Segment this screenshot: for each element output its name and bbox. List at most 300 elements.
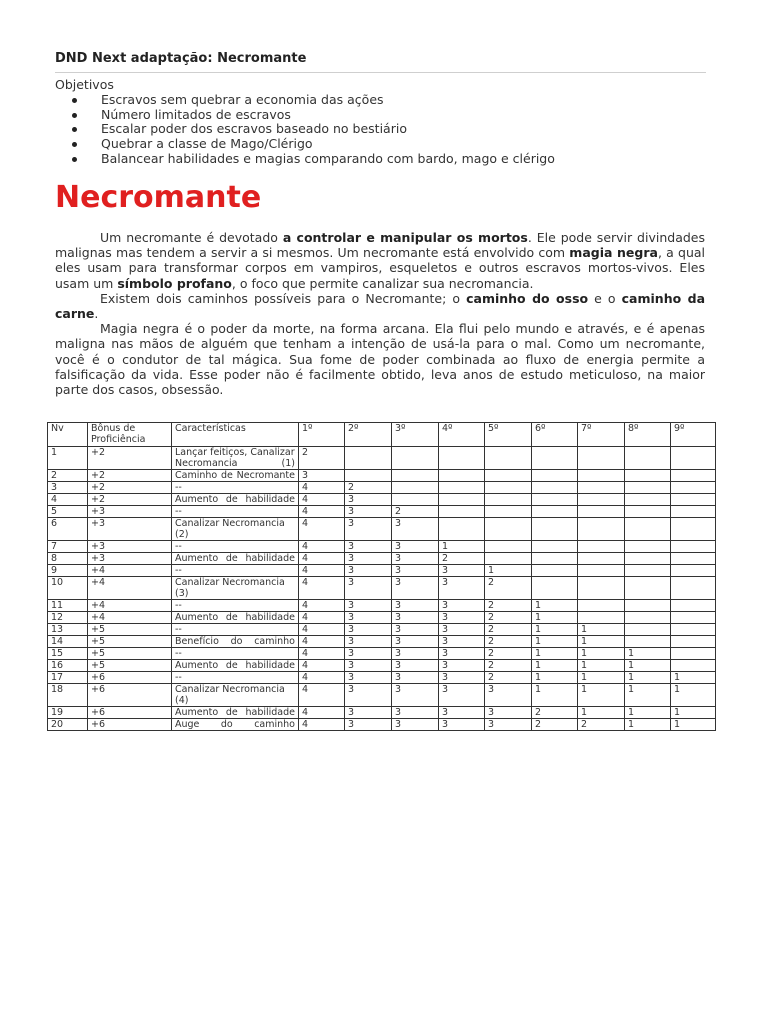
spell-slot-cell: 3 (392, 648, 439, 660)
paragraph-1 (55, 230, 705, 291)
spell-slot-cell: 1 (532, 648, 578, 660)
spell-slot-cell (671, 612, 716, 624)
level-cell: 17 (48, 672, 88, 684)
spell-slot-cell: 4 (299, 684, 345, 707)
table-row (48, 684, 716, 707)
spell-slot-cell: 3 (485, 719, 532, 731)
table-row (48, 494, 716, 506)
spell-slot-cell (578, 482, 625, 494)
level-cell: 7 (48, 541, 88, 553)
spell-slot-cell (625, 482, 671, 494)
spell-slot-cell (578, 612, 625, 624)
spell-slot-cell: 1 (625, 660, 671, 672)
spell-slot-cell (439, 470, 485, 482)
spell-slot-cell (532, 565, 578, 577)
spell-slot-cell: 3 (439, 707, 485, 719)
header-cell: 7º (578, 423, 625, 447)
spell-slot-cell (532, 447, 578, 470)
spell-slot-cell: 1 (578, 624, 625, 636)
spell-slot-cell: 1 (671, 672, 716, 684)
spell-slot-cell: 3 (392, 660, 439, 672)
spell-slot-cell: 3 (392, 518, 439, 541)
spell-slot-cell (485, 447, 532, 470)
spell-slot-cell: 3 (392, 636, 439, 648)
spell-slot-cell: 4 (299, 565, 345, 577)
header-cell: Bônus de Proficiência (88, 423, 172, 447)
spell-slot-cell (671, 494, 716, 506)
spell-slot-cell: 3 (392, 612, 439, 624)
spell-slot-cell: 2 (485, 577, 532, 600)
objective-item: Número limitados de escravos (55, 108, 555, 123)
level-cell: 20 (48, 719, 88, 731)
objective-item: Quebrar a classe de Mago/Clérigo (55, 137, 555, 152)
spell-slot-cell: 1 (671, 719, 716, 731)
feature-cell: Aumento de habilidade (172, 494, 299, 506)
spell-slot-cell: 3 (392, 553, 439, 565)
spell-slot-cell (578, 470, 625, 482)
spell-slot-cell (671, 660, 716, 672)
spell-slot-cell: 1 (625, 648, 671, 660)
spell-slot-cell: 3 (439, 648, 485, 660)
spell-slot-cell (578, 506, 625, 518)
objectives-section (55, 78, 555, 167)
level-progression-table (47, 422, 716, 731)
spell-slot-cell (439, 447, 485, 470)
table-body (48, 447, 716, 731)
bold-text: símbolo profano (117, 275, 232, 291)
feature-cell: -- (172, 482, 299, 494)
spell-slot-cell (439, 518, 485, 541)
description-body (55, 230, 705, 397)
title-divider (55, 72, 706, 73)
table-row (48, 719, 716, 731)
level-cell: 2 (48, 470, 88, 482)
spell-slot-cell: 3 (345, 506, 392, 518)
spell-slot-cell (392, 447, 439, 470)
level-cell: 3 (48, 482, 88, 494)
header-cell: 2º (345, 423, 392, 447)
table-row (48, 553, 716, 565)
bold-text: a controlar e manipular os mortos (282, 230, 528, 245)
level-cell: 19 (48, 707, 88, 719)
spell-slot-cell (671, 565, 716, 577)
table-row (48, 648, 716, 660)
spell-slot-cell (532, 506, 578, 518)
spell-slot-cell: 1 (671, 684, 716, 707)
spell-slot-cell: 2 (485, 624, 532, 636)
spell-slot-cell: 4 (299, 518, 345, 541)
table-row (48, 672, 716, 684)
spell-slot-cell: 3 (345, 565, 392, 577)
spell-slot-cell: 3 (345, 672, 392, 684)
spell-slot-cell: 2 (532, 707, 578, 719)
spell-slot-cell (532, 494, 578, 506)
level-cell: 13 (48, 624, 88, 636)
table-row (48, 518, 716, 541)
spell-slot-cell (671, 470, 716, 482)
spell-slot-cell (625, 506, 671, 518)
feature-cell: -- (172, 648, 299, 660)
table-row (48, 707, 716, 719)
level-cell: 11 (48, 600, 88, 612)
spell-slot-cell (439, 482, 485, 494)
spell-slot-cell (578, 553, 625, 565)
proficiency-cell: +6 (88, 672, 172, 684)
proficiency-cell: +4 (88, 577, 172, 600)
proficiency-cell: +5 (88, 648, 172, 660)
spell-slot-cell: 4 (299, 541, 345, 553)
feature-cell: -- (172, 624, 299, 636)
spell-slot-cell: 1 (532, 684, 578, 707)
document-title: DND Next adaptação: Necromante (55, 51, 307, 66)
table-row (48, 577, 716, 600)
objective-item: Balancear habilidades e magias comparando com bardo, mago e clérigo (55, 152, 555, 167)
paragraph-3: Magia negra é o poder da morte, na forma arcana. Ela flui pelo mundo e através, e é apenas maligna nas mãos de alguém que tenham a intenção de usá-la para o mal. Como um necromante, você é o condutor de tal mágica. Sua fome de poder combinada ao fluxo de energia permite a falsificação da vida. Esse poder não é facilmente obtido, leva anos de estudo meticuloso, na maior parte dos casos, obsessão. (55, 321, 705, 398)
spell-slot-cell (578, 541, 625, 553)
spell-slot-cell: 3 (392, 577, 439, 600)
feature-cell: -- (172, 565, 299, 577)
spell-slot-cell: 4 (299, 719, 345, 731)
table-row (48, 600, 716, 612)
spell-slot-cell: 1 (578, 707, 625, 719)
header-cell: 6º (532, 423, 578, 447)
spell-slot-cell (485, 482, 532, 494)
spell-slot-cell: 1 (625, 719, 671, 731)
bold-text: caminho do osso (466, 290, 589, 306)
feature-cell: Canalizar Necromancia (2) (172, 518, 299, 541)
spell-slot-cell: 1 (578, 648, 625, 660)
table-row (48, 612, 716, 624)
spell-slot-cell: 4 (299, 612, 345, 624)
objective-item: Escravos sem quebrar a economia das ações (55, 93, 555, 108)
feature-cell: Auge do caminho (172, 719, 299, 731)
spell-slot-cell: 2 (345, 482, 392, 494)
spell-slot-cell (578, 447, 625, 470)
spell-slot-cell: 4 (299, 506, 345, 518)
feature-cell: Canalizar Necromancia (4) (172, 684, 299, 707)
proficiency-cell: +2 (88, 482, 172, 494)
spell-slot-cell: 4 (299, 636, 345, 648)
proficiency-cell: +5 (88, 660, 172, 672)
spell-slot-cell: 4 (299, 707, 345, 719)
spell-slot-cell (392, 470, 439, 482)
spell-slot-cell: 3 (392, 684, 439, 707)
table-row (48, 624, 716, 636)
text-run: e o (588, 290, 622, 306)
spell-slot-cell (532, 470, 578, 482)
spell-slot-cell: 3 (485, 707, 532, 719)
spell-slot-cell: 3 (345, 577, 392, 600)
spell-slot-cell (485, 553, 532, 565)
spell-slot-cell: 3 (392, 707, 439, 719)
spell-slot-cell: 3 (345, 600, 392, 612)
spell-slot-cell: 1 (532, 660, 578, 672)
spell-slot-cell: 4 (299, 577, 345, 600)
spell-slot-cell: 1 (532, 624, 578, 636)
spell-slot-cell (671, 506, 716, 518)
spell-slot-cell: 3 (345, 612, 392, 624)
spell-slot-cell (532, 541, 578, 553)
header-cell: Nv (48, 423, 88, 447)
spell-slot-cell: 3 (392, 624, 439, 636)
proficiency-cell: +3 (88, 541, 172, 553)
feature-cell: -- (172, 600, 299, 612)
spell-slot-cell (532, 577, 578, 600)
level-cell: 18 (48, 684, 88, 707)
level-cell: 5 (48, 506, 88, 518)
feature-cell: Lançar feitiços, Canalizar Necromancia (1) (172, 447, 299, 470)
spell-slot-cell: 3 (392, 719, 439, 731)
feature-cell: -- (172, 541, 299, 553)
spell-slot-cell (625, 553, 671, 565)
spell-slot-cell: 3 (392, 672, 439, 684)
proficiency-cell: +4 (88, 600, 172, 612)
spell-slot-cell (578, 565, 625, 577)
spell-slot-cell (578, 600, 625, 612)
spell-slot-cell: 3 (392, 600, 439, 612)
table-row (48, 482, 716, 494)
level-cell: 8 (48, 553, 88, 565)
spell-slot-cell: 2 (578, 719, 625, 731)
spell-slot-cell (578, 518, 625, 541)
header-cell: 3º (392, 423, 439, 447)
header-cell: 9º (671, 423, 716, 447)
proficiency-cell: +5 (88, 624, 172, 636)
table-header-row (48, 423, 716, 447)
spell-slot-cell (439, 506, 485, 518)
objectives-list (55, 93, 555, 167)
spell-slot-cell: 2 (485, 672, 532, 684)
spell-slot-cell: 2 (532, 719, 578, 731)
spell-slot-cell (625, 565, 671, 577)
spell-slot-cell (671, 447, 716, 470)
spell-slot-cell: 1 (532, 612, 578, 624)
spell-slot-cell: 3 (345, 494, 392, 506)
spell-slot-cell (485, 470, 532, 482)
spell-slot-cell (532, 518, 578, 541)
spell-slot-cell (578, 494, 625, 506)
feature-cell: Benefício do caminho (172, 636, 299, 648)
spell-slot-cell: 2 (485, 600, 532, 612)
proficiency-cell: +3 (88, 518, 172, 541)
objectives-label: Objetivos (55, 77, 114, 92)
spell-slot-cell: 2 (392, 506, 439, 518)
spell-slot-cell (625, 577, 671, 600)
spell-slot-cell: 3 (345, 553, 392, 565)
spell-slot-cell (671, 553, 716, 565)
text-run: . Ele pode servir divindades malignas mas tendem a servir a si mesmos. Um necromante está envolvido com (55, 230, 705, 261)
spell-slot-cell: 4 (299, 648, 345, 660)
text-run: , a qual eles usam para transformar corpos em vampiros, esqueletos e outros escravos mortos-vivos. Eles usam um (55, 245, 705, 291)
spell-slot-cell: 3 (299, 470, 345, 482)
level-cell: 6 (48, 518, 88, 541)
proficiency-cell: +6 (88, 684, 172, 707)
text-run: . (94, 306, 99, 322)
feature-cell: Canalizar Necromancia (3) (172, 577, 299, 600)
spell-slot-cell: 1 (625, 684, 671, 707)
spell-slot-cell (392, 482, 439, 494)
spell-slot-cell: 1 (671, 707, 716, 719)
header-cell: 1º (299, 423, 345, 447)
spell-slot-cell: 1 (439, 541, 485, 553)
header-cell: 5º (485, 423, 532, 447)
spell-slot-cell (485, 518, 532, 541)
spell-slot-cell: 1 (578, 684, 625, 707)
feature-cell: -- (172, 506, 299, 518)
proficiency-cell: +4 (88, 612, 172, 624)
spell-slot-cell: 2 (485, 648, 532, 660)
table-row (48, 470, 716, 482)
spell-slot-cell (345, 447, 392, 470)
spell-slot-cell: 3 (439, 612, 485, 624)
spell-slot-cell (439, 494, 485, 506)
spell-slot-cell: 3 (392, 541, 439, 553)
spell-slot-cell: 3 (392, 565, 439, 577)
spell-slot-cell (485, 541, 532, 553)
spell-slot-cell (671, 648, 716, 660)
spell-slot-cell: 1 (532, 600, 578, 612)
spell-slot-cell (625, 600, 671, 612)
spell-slot-cell: 1 (578, 672, 625, 684)
spell-slot-cell (578, 577, 625, 600)
spell-slot-cell (671, 518, 716, 541)
spell-slot-cell: 1 (485, 565, 532, 577)
header-cell: Características (172, 423, 299, 447)
proficiency-cell: +3 (88, 553, 172, 565)
feature-cell: -- (172, 672, 299, 684)
bold-text: caminho da carne (55, 290, 706, 322)
proficiency-cell: +2 (88, 494, 172, 506)
table-row (48, 541, 716, 553)
spell-slot-cell (671, 577, 716, 600)
text-run: Um necromante é devotado (100, 230, 283, 245)
spell-slot-cell (625, 494, 671, 506)
spell-slot-cell: 3 (439, 600, 485, 612)
spell-slot-cell: 3 (345, 660, 392, 672)
spell-slot-cell: 4 (299, 482, 345, 494)
table-row (48, 636, 716, 648)
level-cell: 1 (48, 447, 88, 470)
spell-slot-cell: 3 (439, 660, 485, 672)
spell-slot-cell: 2 (485, 660, 532, 672)
spell-slot-cell: 2 (439, 553, 485, 565)
spell-slot-cell: 4 (299, 494, 345, 506)
spell-slot-cell: 1 (578, 636, 625, 648)
feature-cell: Caminho de Necromante (172, 470, 299, 482)
header-cell: 4º (439, 423, 485, 447)
level-cell: 16 (48, 660, 88, 672)
spell-slot-cell (625, 636, 671, 648)
spell-slot-cell: 1 (625, 672, 671, 684)
feature-cell: Aumento de habilidade (172, 707, 299, 719)
level-cell: 12 (48, 612, 88, 624)
spell-slot-cell: 4 (299, 600, 345, 612)
spell-slot-cell: 2 (485, 636, 532, 648)
proficiency-cell: +2 (88, 470, 172, 482)
spell-slot-cell (532, 553, 578, 565)
spell-slot-cell: 3 (345, 636, 392, 648)
table-row (48, 565, 716, 577)
spell-slot-cell: 1 (625, 707, 671, 719)
spell-slot-cell: 4 (299, 660, 345, 672)
spell-slot-cell (625, 541, 671, 553)
table-row (48, 506, 716, 518)
spell-slot-cell: 3 (439, 719, 485, 731)
spell-slot-cell (345, 470, 392, 482)
spell-slot-cell: 1 (578, 660, 625, 672)
spell-slot-cell: 3 (439, 565, 485, 577)
proficiency-cell: +6 (88, 707, 172, 719)
spell-slot-cell (671, 600, 716, 612)
text-run: , o foco que permite canalizar sua necromancia. (231, 275, 534, 291)
proficiency-cell: +3 (88, 506, 172, 518)
feature-cell: Aumento de habilidade (172, 612, 299, 624)
spell-slot-cell (625, 612, 671, 624)
paragraph-2 (55, 291, 705, 321)
spell-slot-cell: 1 (532, 672, 578, 684)
spell-slot-cell: 3 (345, 541, 392, 553)
spell-slot-cell: 4 (299, 553, 345, 565)
level-cell: 15 (48, 648, 88, 660)
level-cell: 10 (48, 577, 88, 600)
spell-slot-cell (625, 518, 671, 541)
bold-text: magia negra (569, 245, 658, 261)
feature-cell: Aumento de habilidade (172, 553, 299, 565)
level-cell: 4 (48, 494, 88, 506)
spell-slot-cell: 3 (439, 577, 485, 600)
spell-slot-cell (485, 494, 532, 506)
spell-slot-cell: 1 (532, 636, 578, 648)
table-row (48, 447, 716, 470)
spell-slot-cell (671, 482, 716, 494)
proficiency-cell: +5 (88, 636, 172, 648)
spell-slot-cell: 3 (439, 636, 485, 648)
spell-slot-cell: 3 (345, 648, 392, 660)
spell-slot-cell (625, 470, 671, 482)
proficiency-cell: +6 (88, 719, 172, 731)
proficiency-cell: +2 (88, 447, 172, 470)
feature-cell: Aumento de habilidade (172, 660, 299, 672)
spell-slot-cell: 3 (439, 624, 485, 636)
proficiency-cell: +4 (88, 565, 172, 577)
text-run: Existem dois caminhos possíveis para o Necromante; o (100, 290, 467, 306)
spell-slot-cell (392, 494, 439, 506)
spell-slot-cell: 4 (299, 624, 345, 636)
spell-slot-cell (532, 482, 578, 494)
spell-slot-cell: 3 (439, 684, 485, 707)
level-cell: 9 (48, 565, 88, 577)
spell-slot-cell: 2 (485, 612, 532, 624)
spell-slot-cell: 2 (299, 447, 345, 470)
table-row (48, 660, 716, 672)
spell-slot-cell (485, 506, 532, 518)
spell-slot-cell: 3 (345, 684, 392, 707)
spell-slot-cell (671, 624, 716, 636)
spell-slot-cell: 3 (345, 518, 392, 541)
section-heading: Necromante (55, 180, 262, 215)
spell-slot-cell: 3 (439, 672, 485, 684)
spell-slot-cell (625, 624, 671, 636)
spell-slot-cell: 3 (485, 684, 532, 707)
spell-slot-cell (625, 447, 671, 470)
spell-slot-cell: 3 (345, 624, 392, 636)
level-cell: 14 (48, 636, 88, 648)
header-cell: 8º (625, 423, 671, 447)
spell-slot-cell (671, 541, 716, 553)
objective-item: Escalar poder dos escravos baseado no bestiário (55, 122, 555, 137)
spell-slot-cell: 3 (345, 707, 392, 719)
spell-slot-cell (671, 636, 716, 648)
